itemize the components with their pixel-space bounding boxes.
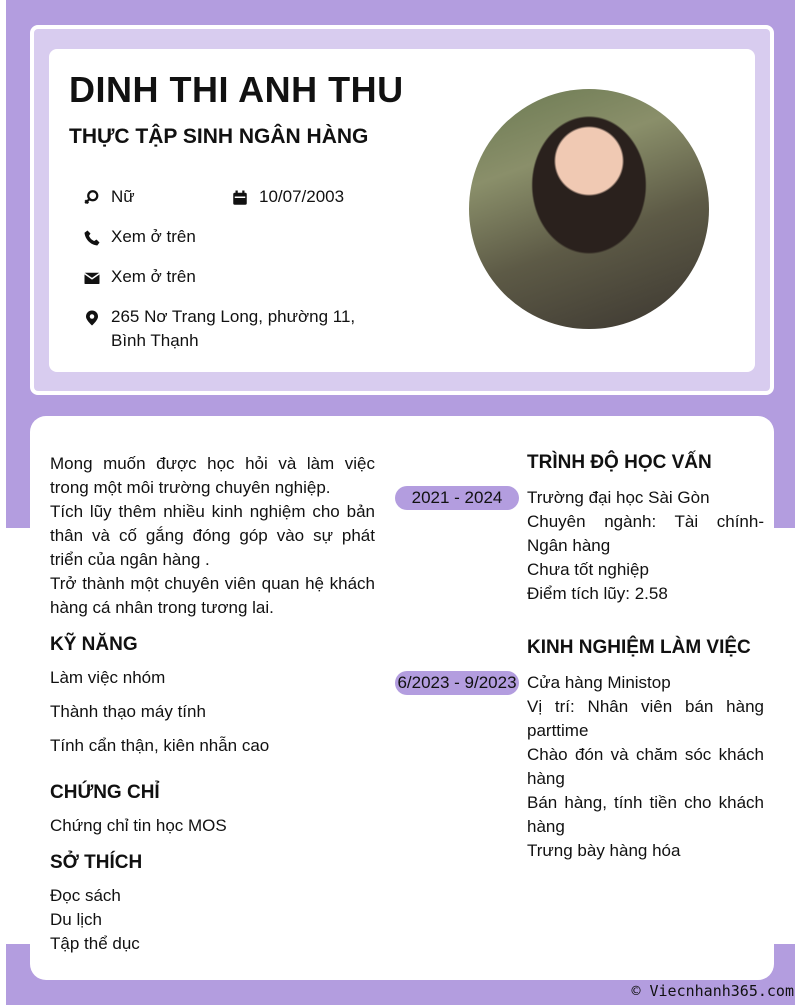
envelope-icon [83, 269, 101, 287]
experience-details [527, 671, 764, 863]
phone-info [83, 225, 361, 249]
certificate-item: Chứng chỉ tin học MOS [50, 816, 227, 835]
gender-text: Nữ [111, 187, 135, 206]
skills-title: KỸ NĂNG [50, 634, 138, 655]
footer-credit: © Viecnhanh365.com [631, 982, 794, 1000]
education-line: Điểm tích lũy: 2.58 [527, 584, 668, 603]
certificates-title: CHỨNG CHỈ [50, 782, 160, 803]
main-card [30, 416, 774, 980]
skill-item: Thành thạo máy tính [50, 702, 206, 721]
education-details [527, 486, 764, 606]
phone-text: Xem ở trên [111, 227, 196, 246]
birthday-text: 10/07/2003 [259, 187, 345, 206]
education-line: Chưa tốt nghiệp [527, 560, 649, 579]
hobby-item: Đọc sách [50, 886, 121, 905]
hobbies-title: SỞ THÍCH [50, 852, 143, 873]
address-text: 265 Nơ Trang Long, phường 11, Bình Thạnh [111, 307, 356, 350]
profile-photo [469, 89, 709, 329]
education-title: TRÌNH ĐỘ HỌC VẤN [527, 452, 712, 473]
experience-title: KINH NGHIỆM LÀM VIỆC [527, 637, 751, 658]
location-pin-icon [83, 309, 101, 327]
hobby-item: Tập thể dục [50, 934, 140, 953]
objective-line: Mong muốn được học hỏi và làm việc trong một môi trường chuyên nghiệp. [50, 454, 375, 497]
calendar-icon [231, 189, 249, 207]
candidate-name: DINH THI ANH THU [69, 69, 404, 110]
experience-line: Cửa hàng Ministop [527, 673, 671, 692]
header-frame [30, 25, 774, 395]
skill-item: Tính cẩn thận, kiên nhẫn cao [50, 736, 270, 755]
hobby-item: Du lịch [50, 910, 102, 929]
birthday-info [231, 185, 399, 209]
skill-item: Làm việc nhóm [50, 668, 166, 687]
experience-line: Chào đón và chăm sóc khách hàng [527, 745, 764, 788]
gender-info [83, 185, 221, 209]
header-card [49, 49, 755, 372]
experience-line: Trưng bày hàng hóa [527, 841, 681, 860]
experience-line: Bán hàng, tính tiền cho khách hàng [527, 793, 764, 836]
education-period-badge: 2021 - 2024 [395, 486, 519, 510]
address-info [83, 305, 361, 353]
objective-line: Trở thành một chuyên viên quan hệ khách hàng cá nhân trong tương lai. [50, 574, 375, 617]
career-objective [50, 452, 375, 620]
objective-line: Tích lũy thêm nhiều kinh nghiệm cho bản thân và cố gắng đóng góp vào sự phát triển của ngân hàng . [50, 502, 375, 569]
phone-icon [83, 229, 101, 247]
candidate-position: THỰC TẬP SINH NGÂN HÀNG [69, 125, 369, 148]
education-line: Chuyên ngành: Tài chính- Ngân hàng [527, 512, 764, 555]
email-text: Xem ở trên [111, 267, 196, 286]
experience-period-badge: 6/2023 - 9/2023 [395, 671, 519, 695]
experience-line: Vị trí: Nhân viên bán hàng parttime [527, 697, 764, 740]
education-line: Trường đại học Sài Gòn [527, 488, 710, 507]
gender-icon [83, 189, 101, 207]
email-info [83, 265, 361, 289]
